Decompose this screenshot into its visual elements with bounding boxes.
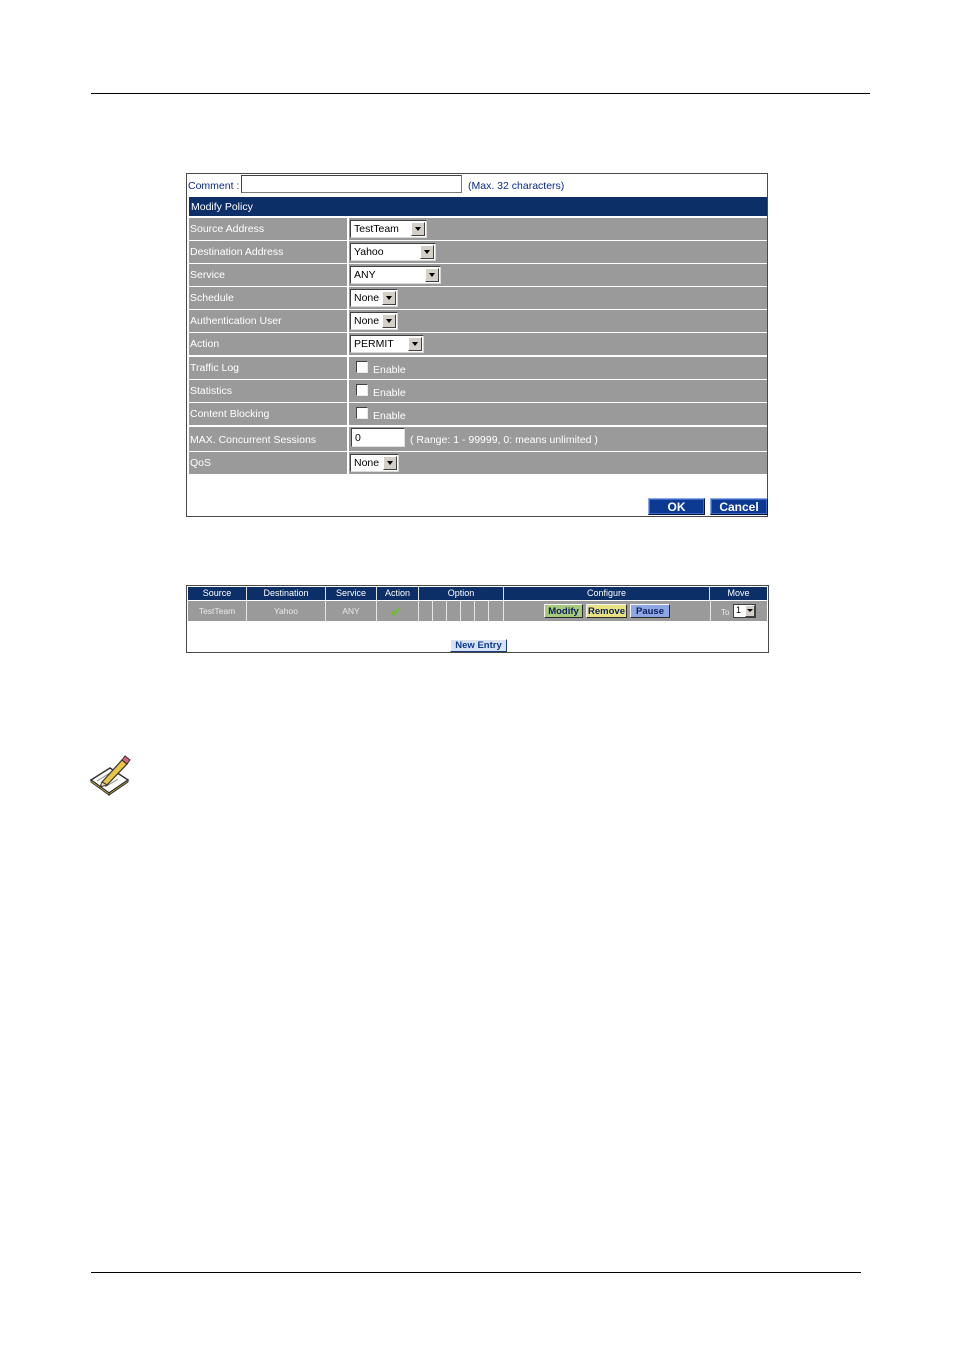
move-value: 1 <box>736 605 742 615</box>
row-divider <box>347 333 349 355</box>
destination-address-select[interactable] <box>350 243 436 261</box>
option-divider <box>446 601 447 621</box>
policy-list-panel <box>186 585 769 653</box>
traffic-log-enable-label: Enable <box>373 364 406 376</box>
option-divider <box>460 601 461 621</box>
move-to-label: To <box>721 608 730 617</box>
statistics-checkbox[interactable] <box>356 384 368 396</box>
content-blocking-checkbox[interactable] <box>356 407 368 419</box>
max-sessions-hint: ( Range: 1 - 99999, 0: means unlimited ) <box>410 434 598 446</box>
chevron-down-icon[interactable] <box>382 291 396 305</box>
row-option <box>419 601 504 621</box>
footer-rule <box>91 1272 861 1273</box>
cancel-button[interactable]: Cancel <box>710 498 768 515</box>
action-label: Action <box>190 338 220 350</box>
schedule-row <box>189 287 767 309</box>
source-address-value: TestTeam <box>354 223 399 235</box>
chevron-down-icon[interactable] <box>745 605 755 617</box>
row-source: TestTeam <box>188 601 247 621</box>
comment-input[interactable] <box>241 175 462 193</box>
green-check-icon: ✔ <box>390 604 403 621</box>
statistics-label: Statistics <box>190 385 233 397</box>
qos-label: QoS <box>190 457 212 469</box>
row-divider <box>347 427 349 451</box>
option-divider <box>488 601 489 621</box>
row-divider <box>347 310 349 332</box>
qos-row <box>189 452 767 474</box>
chevron-down-icon[interactable] <box>425 268 439 282</box>
authentication-user-label: Authentication User <box>190 315 282 327</box>
service-value: ANY <box>354 269 376 281</box>
schedule-value: None <box>354 292 380 304</box>
source-address-select[interactable] <box>350 220 427 238</box>
chevron-down-icon[interactable] <box>382 314 396 328</box>
qos-select[interactable] <box>350 454 399 472</box>
new-entry-button[interactable]: New Entry <box>450 639 507 652</box>
remove-button[interactable]: Remove <box>586 604 627 618</box>
traffic-log-label: Traffic Log <box>190 362 240 374</box>
max-sessions-row <box>189 427 767 451</box>
header-rule <box>91 93 870 94</box>
row-divider <box>347 264 349 286</box>
move-divider <box>710 601 711 621</box>
header-destination: Destination <box>247 587 326 600</box>
service-label: Service <box>190 269 226 281</box>
destination-address-label: Destination Address <box>190 246 284 258</box>
schedule-select[interactable] <box>350 289 398 307</box>
service-row <box>189 264 767 286</box>
row-divider <box>347 380 349 402</box>
content-blocking-enable-label: Enable <box>373 410 406 422</box>
option-divider <box>432 601 433 621</box>
row-destination: Yahoo <box>247 601 326 621</box>
statistics-enable-label: Enable <box>373 387 406 399</box>
action-select[interactable] <box>350 335 424 353</box>
action-value: PERMIT <box>354 338 394 350</box>
statistics-row <box>189 380 767 402</box>
content-blocking-row <box>189 403 767 425</box>
source-address-row <box>189 218 767 240</box>
row-divider <box>347 287 349 309</box>
chevron-down-icon[interactable] <box>383 456 397 470</box>
table-row <box>188 601 767 621</box>
authentication-user-select[interactable] <box>350 312 398 330</box>
header-configure: Configure <box>504 587 710 600</box>
chevron-down-icon[interactable] <box>420 245 434 259</box>
panel-title: Modify Policy <box>189 197 767 216</box>
traffic-log-checkbox[interactable] <box>356 361 368 373</box>
header-move: Move <box>727 588 750 598</box>
row-divider <box>347 403 349 425</box>
chevron-down-icon[interactable] <box>411 222 425 236</box>
row-divider <box>347 241 349 263</box>
policy-list-header <box>188 587 767 600</box>
row-divider <box>347 218 349 240</box>
service-select[interactable] <box>350 266 441 284</box>
source-address-label: Source Address <box>190 223 265 235</box>
comment-label: Comment : <box>188 180 240 192</box>
row-divider <box>347 357 349 379</box>
row-service: ANY <box>326 601 377 621</box>
authentication-user-row <box>189 310 767 332</box>
comment-row <box>187 174 767 197</box>
destination-address-row <box>189 241 767 263</box>
action-row <box>189 333 767 355</box>
pause-button[interactable]: Pause <box>630 604 670 618</box>
row-action <box>377 601 419 621</box>
option-divider <box>474 601 475 621</box>
header-service: Service <box>326 587 377 600</box>
content-blocking-label: Content Blocking <box>190 408 270 420</box>
destination-address-value: Yahoo <box>354 246 384 258</box>
comment-hint: (Max. 32 characters) <box>468 180 565 192</box>
header-source: Source <box>188 587 247 600</box>
qos-value: None <box>354 457 380 469</box>
modify-policy-panel <box>186 173 768 517</box>
schedule-label: Schedule <box>190 292 234 304</box>
chevron-down-icon[interactable] <box>408 337 422 351</box>
authentication-user-value: None <box>354 315 380 327</box>
max-sessions-label: MAX. Concurrent Sessions <box>190 434 317 446</box>
ok-button[interactable]: OK <box>648 498 705 515</box>
modify-button[interactable]: Modify <box>544 604 583 618</box>
move-select[interactable] <box>733 604 756 618</box>
header-action: Action <box>377 587 419 600</box>
note-pencil-icon <box>88 754 132 796</box>
header-option: Option <box>419 587 504 600</box>
max-sessions-input[interactable] <box>351 428 405 447</box>
row-divider <box>347 452 349 474</box>
traffic-log-row <box>189 357 767 379</box>
